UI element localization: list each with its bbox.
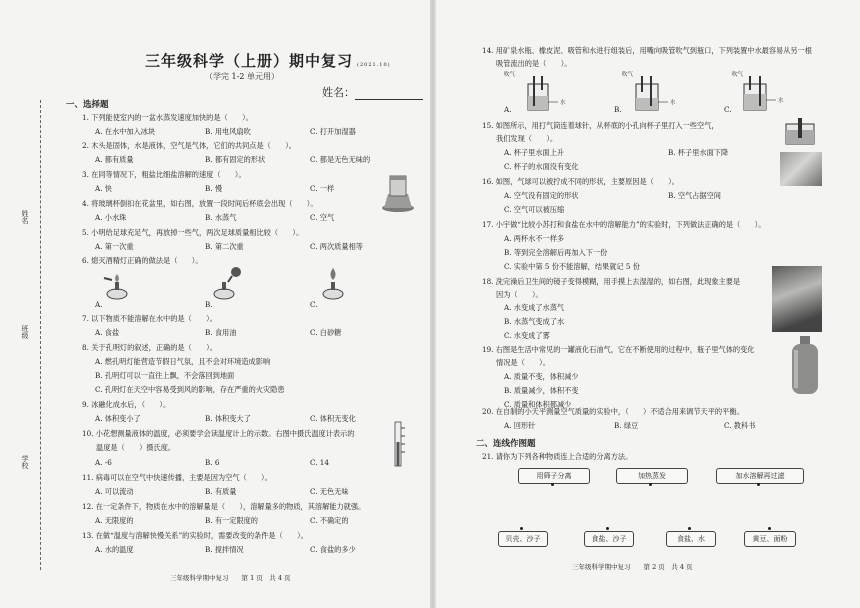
q6-option-a[interactable]: A. — [95, 300, 103, 309]
question-14-continued: 吸管流出的是（ ）。 — [496, 59, 572, 68]
q8-option-a[interactable]: A. 燃孔明灯能营造节假日气氛，且不会对环境造成影响 — [95, 357, 271, 366]
name-field[interactable] — [322, 84, 423, 100]
question-18: 18. 洗完澡后卫生间的镜子变得模糊，用手摸上去湿湿的，如右图，此现象主要是 — [482, 277, 741, 286]
q16-option-a[interactable]: A. 空气没有固定的形状 — [504, 191, 579, 200]
method-dissolve-filter-box[interactable]: 加水溶解再过滤 — [716, 468, 804, 484]
alcohol-lamp-picture-c — [318, 266, 348, 300]
question-8: 8. 关于孔明灯的叙述，正确的是（ ）。 — [82, 343, 217, 352]
q5-option-c[interactable]: C. 两次质量相等 — [310, 242, 363, 251]
blow-label-a: 吹气 — [504, 72, 516, 78]
question-10-continued: 温度是（ ）摄氏度。 — [96, 443, 176, 452]
q9-option-c[interactable]: C. 体积无变化 — [310, 414, 356, 423]
q11-option-a[interactable]: A. 可以流动 — [95, 487, 134, 496]
water-label-c: 水 — [778, 98, 784, 104]
q15-option-b[interactable]: B. 杯子里水面下降 — [668, 148, 729, 157]
q6-option-b[interactable]: B. — [205, 300, 213, 309]
q12-option-c[interactable]: C. 不确定的 — [310, 516, 349, 525]
water-label-b: 水 — [670, 100, 676, 106]
q5-option-b[interactable]: B. 第二次重 — [205, 242, 244, 251]
material-salt-sand-dot[interactable] — [606, 527, 609, 530]
material-shell-sand-dot[interactable] — [520, 527, 523, 530]
question-5: 5. 小明给足球充足气，再放掉一些气，两次足球质量相比较（ ）。 — [82, 228, 304, 237]
left-footer-total: 共 4 页 — [269, 574, 291, 582]
q12-option-a[interactable]: A. 无限度的 — [95, 516, 134, 525]
q13-option-b[interactable]: B. 搅拌情况 — [205, 545, 244, 554]
q17-option-c[interactable]: C. 实验中第 5 份不能溶解，结果就记 5 份 — [504, 262, 640, 271]
q1-option-b[interactable]: B. 用电风扇吹 — [205, 127, 251, 136]
question-9: 9. 冰融化成水后，（ ）。 — [82, 400, 171, 409]
exam-date: (2021.10) — [357, 62, 391, 68]
title-text: 三年级科学（上册）期中复习 — [145, 52, 354, 70]
air-pump-cup-picture — [780, 118, 822, 148]
question-1: 1. 下列能使室内的一盆水蒸发速度加快的是（ ）。 — [82, 113, 253, 122]
left-footer — [170, 573, 291, 582]
q8-option-b[interactable]: B. 孔明灯可以一直往上飘，不会落回到地面 — [95, 371, 235, 380]
material-salt-water-dot[interactable] — [688, 527, 691, 530]
blow-label-b: 吹气 — [622, 72, 634, 78]
q20-option-b[interactable]: B. 绿豆 — [614, 421, 639, 430]
question-12: 12. 在一定条件下，物质在水中的溶解量是（ ），溶解量多的物质，其溶解能力就强。 — [82, 502, 366, 511]
q3-option-a[interactable]: A. 快 — [95, 184, 112, 193]
exam-subtitle: （学完 1-2 单元用） — [205, 72, 279, 81]
question-18-continued: 因为（ ）。 — [496, 290, 543, 299]
material-soybean-flour-box[interactable]: 黄豆、面粉 — [744, 531, 796, 547]
q5-option-a[interactable]: A. 第一次重 — [95, 242, 134, 251]
question-11: 11. 病毒可以在空气中快速传播，主要是因为空气（ ）。 — [82, 473, 272, 482]
q11-option-c[interactable]: C. 无色无味 — [310, 487, 349, 496]
question-17: 17. 小宇做“比较小苏打和食盐在水中的溶解能力”的实验时，下列做法正确的是（ ）。 — [482, 220, 766, 229]
right-page — [436, 0, 860, 608]
water-label-a: 水 — [560, 100, 566, 106]
method-sieve-box[interactable]: 用筛子分离 — [518, 468, 590, 484]
q16-option-c[interactable]: C. 空气可以被压缩 — [504, 205, 565, 214]
method-sieve-dot[interactable] — [551, 483, 554, 486]
q7-option-b[interactable]: B. 食用油 — [205, 328, 237, 337]
gas-cylinder-picture — [788, 336, 822, 398]
question-6: 6. 熄灭酒精灯正确的做法是（ ）。 — [82, 256, 203, 265]
right-footer-page: 第 2 页 — [643, 563, 665, 571]
q10-option-a[interactable]: A. -6 — [95, 458, 112, 467]
q4-option-c[interactable]: C. 空气 — [310, 213, 335, 222]
question-21: 21. 请你为下列各种物质连上合适的分离方法。 — [482, 452, 633, 461]
q18-option-a[interactable]: A. 水变成了水蒸气 — [504, 303, 565, 312]
right-footer — [572, 562, 693, 571]
q2-option-b[interactable]: B. 都有固定的形状 — [205, 155, 266, 164]
question-2: 2. 木头是固体，水是液体，空气是气体，它们的共同点是（ ）。 — [82, 141, 296, 150]
section-matching-title: 二、连线作图题 — [476, 439, 536, 449]
q11-option-b[interactable]: B. 有质量 — [205, 487, 237, 496]
q7-option-a[interactable]: A. 食盐 — [95, 328, 120, 337]
question-15: 15. 如图所示，用打气筒连着球针，从杯底的小孔向杯子里打入一些空气， — [482, 121, 719, 130]
q2-option-c[interactable]: C. 都是无色无味的 — [310, 155, 371, 164]
foggy-mirror-photo — [772, 266, 822, 332]
question-7: 7. 以下物质不能溶解在水中的是（ ）。 — [82, 314, 217, 323]
q13-option-a[interactable]: A. 水的温度 — [95, 545, 134, 554]
q19-option-b[interactable]: B. 质量减少，体积不变 — [504, 386, 579, 395]
blow-label-c: 吹气 — [732, 72, 744, 78]
alcohol-lamp-picture-b — [210, 264, 246, 300]
section-choice-title: 一、选择题 — [66, 100, 109, 110]
left-footer-page: 第 1 页 — [241, 574, 263, 582]
thermometer-picture — [386, 420, 410, 470]
name-blank[interactable] — [355, 89, 423, 100]
bottle-device-b — [616, 70, 686, 110]
method-evaporate-box[interactable]: 加热蒸发 — [616, 468, 688, 484]
method-evaporate-dot[interactable] — [649, 483, 652, 486]
q1-option-a[interactable]: A. 在水中加入冰块 — [95, 127, 156, 136]
question-15-continued: 我们发现（ ）。 — [496, 134, 558, 143]
question-20: 20. 在自制的小天平测量空气质量的实验中，（ ）不适合用来调节天平的平衡。 — [482, 407, 744, 416]
q20-option-c[interactable]: C. 教科书 — [724, 421, 756, 430]
q19-option-c[interactable]: C. 质量和体积都减少 — [504, 400, 572, 409]
q7-option-c[interactable]: C. 白砂糖 — [310, 328, 342, 337]
q14-option-a[interactable]: A. — [504, 105, 512, 114]
right-footer-title: 三年级科学期中复习 — [572, 563, 631, 571]
q17-option-b[interactable]: B. 等到完全溶解后再加入下一份 — [504, 248, 608, 257]
balloon-photo — [780, 152, 822, 186]
q18-option-c[interactable]: C. 水变成了雾 — [504, 331, 550, 340]
q2-option-a[interactable]: A. 都有质量 — [95, 155, 134, 164]
q9-option-a[interactable]: A. 体积变小了 — [95, 414, 141, 423]
q3-option-c[interactable]: C. 一样 — [310, 184, 335, 193]
question-4: 4. 将玻璃杯倒扣在花盆里，如右图，放置一段时间后杯底会出现（ ）。 — [82, 199, 318, 208]
binding-line — [40, 100, 41, 570]
q14-option-c[interactable]: C. — [724, 105, 732, 114]
q10-option-b[interactable]: B. 6 — [205, 458, 220, 467]
question-19-continued: 情况是（ ）。 — [496, 358, 550, 367]
material-salt-water-box[interactable]: 食盐、水 — [666, 531, 716, 547]
material-salt-sand-box[interactable]: 食盐、沙子 — [584, 531, 634, 547]
q3-option-b[interactable]: B. 慢 — [205, 184, 223, 193]
left-footer-title: 三年级科学期中复习 — [170, 574, 229, 582]
q20-option-a[interactable]: A. 回形针 — [504, 421, 536, 430]
q4-option-a[interactable]: A. 小水珠 — [95, 213, 127, 222]
q10-option-c[interactable]: C. 14 — [310, 458, 329, 467]
right-footer-total: 共 4 页 — [671, 563, 693, 571]
q19-option-a[interactable]: A. 质量不变，体积减少 — [504, 372, 579, 381]
binding-name-label: 姓名 — [21, 210, 29, 224]
binding-class-label: 班级 — [21, 325, 29, 339]
material-shell-sand-box[interactable]: 贝壳、沙子 — [498, 531, 548, 547]
q12-option-b[interactable]: B. 有一定限度的 — [205, 516, 258, 525]
q8-option-c[interactable]: C. 孔明灯在天空中容易受到风的影响，存在严重的火灾隐患 — [95, 385, 285, 394]
question-19: 19. 右图是生活中常见的一罐液化石油气，它在不断使用的过程中，瓶子里气体的变化 — [482, 345, 755, 354]
q9-option-b[interactable]: B. 体积变大了 — [205, 414, 251, 423]
question-3: 3. 在同等情况下，粗盐比细盐溶解的速度（ ）。 — [82, 170, 246, 179]
bottle-device-c — [728, 70, 798, 110]
glass-on-flowerpot-picture — [380, 172, 416, 214]
material-soybean-flour-dot[interactable] — [768, 527, 771, 530]
name-label: 姓名： — [322, 86, 355, 99]
q4-option-b[interactable]: B. 水蒸气 — [205, 213, 237, 222]
question-10: 10. 小花想测量液体的温度，必须要学会读温度计上的示数。右图中摄氏温度计表示的 — [82, 429, 355, 438]
question-14: 14. 用矿泉水瓶、橡皮泥、吸管和水进行组装后，用嘴向吸管吹气到瓶口，下列装置中水最容易从另一根 — [482, 46, 812, 55]
q15-option-c[interactable]: C. 杯子的水面没有变化 — [504, 162, 579, 171]
q16-option-b[interactable]: B. 空气占据空间 — [668, 191, 721, 200]
method-dissolve-filter-dot[interactable] — [757, 483, 760, 486]
q18-option-b[interactable]: B. 水蒸气变成了水 — [504, 317, 565, 326]
alcohol-lamp-picture-a — [100, 268, 134, 300]
q6-option-c[interactable]: C. — [310, 300, 318, 309]
question-13: 13. 在做“温度与溶解快慢关系”的实验时，需要改变的条件是（ ）。 — [82, 531, 308, 540]
binding-school-label: 学校 — [21, 455, 29, 469]
bottle-device-a — [504, 70, 574, 110]
q15-option-a[interactable]: A. 杯子里水面上升 — [504, 148, 565, 157]
exam-title — [145, 50, 391, 71]
q1-option-c[interactable]: C. 打开加湿器 — [310, 127, 356, 136]
q14-option-b[interactable]: B. — [614, 105, 622, 114]
q17-option-a[interactable]: A. 两杯水不一样多 — [504, 234, 565, 243]
question-16: 16. 如图，气球可以被拧成不同的形状，主要原因是（ ）。 — [482, 177, 679, 186]
q13-option-c[interactable]: C. 食盐的多少 — [310, 545, 356, 554]
